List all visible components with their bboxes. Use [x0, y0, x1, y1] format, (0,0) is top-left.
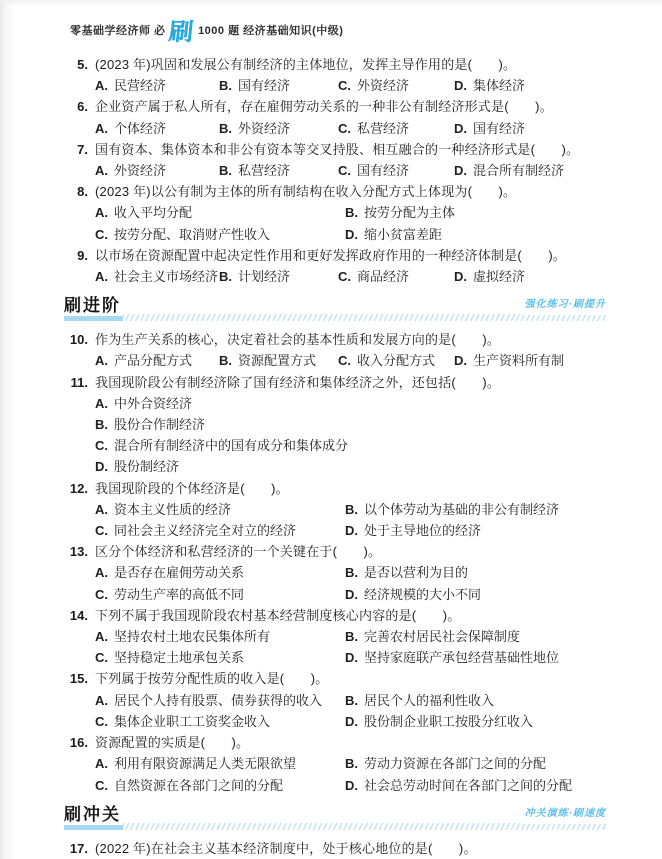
option-letter: A. [95, 629, 108, 645]
option-text: 居民个人的福利性收入 [364, 692, 495, 708]
option-letter: D. [454, 269, 467, 285]
options [95, 690, 606, 732]
option-text: 国有经济 [473, 120, 526, 136]
option-text: 股份制经济 [114, 459, 180, 475]
option [95, 224, 345, 245]
option-letter: D. [345, 713, 358, 729]
question [70, 372, 606, 478]
question-stem-text: 我国现阶段的个体经济是( )。 [95, 480, 289, 496]
option-letter: C. [95, 777, 108, 793]
option-letter: C. [95, 586, 108, 602]
option-text: 社会主义市场经济 [114, 269, 219, 285]
option-letter: A. [95, 565, 108, 581]
question-stem-text: (2023 年)巩固和发展公有制经济的主体地位，发挥主导作用的是( )。 [95, 57, 517, 72]
option-letter: B. [219, 353, 232, 369]
option-text: 私营经济 [238, 163, 291, 179]
content-area [0, 46, 662, 859]
options [95, 75, 606, 96]
section-header [64, 295, 606, 321]
option-text: 缩小贫富差距 [364, 226, 443, 242]
question-number: 5. [77, 57, 88, 72]
question-stem [77, 139, 606, 160]
question-number: 17. [69, 840, 88, 856]
options [95, 499, 606, 541]
option-letter: D. [345, 586, 358, 602]
options [95, 626, 606, 668]
option-text: 自然资源在各部门之间的分配 [114, 777, 284, 793]
option-letter: A. [95, 269, 108, 285]
question-stem-text: 以市场在资源配置中起决定性作用和更好发挥政府作用的一种经济体制是( )。 [95, 247, 567, 263]
option [95, 75, 219, 96]
running-head [0, 0, 662, 46]
option-text: 收入分配方式 [357, 353, 436, 369]
option-letter: B. [95, 417, 108, 433]
question [69, 838, 606, 859]
question-number: 9. [77, 247, 88, 263]
option-letter: A. [95, 120, 108, 136]
option [95, 499, 345, 520]
option-text: 利用有限资源满足人类无限欲望 [114, 756, 297, 772]
option-letter: A. [95, 205, 108, 221]
option-text: 处于主导地位的经济 [364, 523, 482, 539]
question-number: 14. [69, 607, 88, 623]
option [454, 266, 525, 287]
option [95, 626, 345, 647]
section-divider-hatch [123, 823, 606, 830]
option [345, 562, 606, 583]
question [69, 478, 606, 542]
question-number: 12. [69, 480, 88, 496]
option-letter: B. [345, 756, 358, 772]
option-letter: D. [95, 459, 108, 475]
option-text: 是否以营利为目的 [364, 565, 469, 581]
option-letter: A. [95, 395, 108, 411]
option-text: 坚持稳定土地承包关系 [114, 650, 245, 666]
question [69, 668, 606, 732]
question-number: 15. [69, 671, 88, 687]
option [219, 266, 338, 287]
question-stem-text: (2023 年)以公有制为主体的所有制结构在收入分配方式上体现为( )。 [95, 184, 517, 200]
question-stem [77, 54, 606, 75]
option-text: 以个体劳动为基础的非公有制经济 [364, 501, 560, 517]
option [345, 775, 606, 796]
option-text: 民营经济 [114, 78, 167, 94]
option [95, 711, 345, 732]
question-number: 8. [77, 184, 88, 200]
question [69, 541, 606, 605]
option-letter: B. [345, 565, 358, 581]
option [95, 435, 606, 456]
option-text: 经济规模的大小不同 [364, 586, 482, 602]
option-letter: C. [338, 120, 351, 136]
option [345, 647, 606, 668]
options [95, 562, 606, 604]
question-stem [69, 732, 606, 753]
question [77, 54, 606, 96]
option-text: 股份制企业职工按股分红收入 [364, 713, 534, 729]
option [95, 202, 345, 223]
option [95, 118, 219, 139]
option-text: 按劳分配为主体 [364, 205, 456, 221]
option [345, 690, 606, 711]
question-stem-text: (2022 年)在社会主义基本经济制度中，处于核心地位的是( )。 [95, 840, 477, 856]
option [95, 160, 219, 181]
options [95, 350, 606, 371]
book-title-prefix: 零基础学经济师 必 [70, 25, 166, 37]
option-text: 外资经济 [357, 78, 410, 94]
option-letter: B. [219, 163, 232, 179]
option-text: 劳动力资源在各部门之间的分配 [364, 756, 547, 772]
option-letter: B. [345, 501, 358, 517]
question-stem [70, 372, 606, 393]
option-letter: D. [345, 523, 358, 539]
option [95, 775, 345, 796]
option [454, 350, 564, 371]
option-letter: B. [345, 629, 358, 645]
option-letter: D. [345, 777, 358, 793]
question [77, 96, 606, 138]
question-stem [77, 245, 606, 266]
section-header [64, 804, 606, 830]
option-letter: C. [338, 269, 351, 285]
option-letter: B. [219, 120, 232, 136]
option [95, 690, 345, 711]
option [219, 75, 338, 96]
option-text: 居民个人持有股票、债券获得的收入 [114, 692, 323, 708]
option-text: 劳动生产率的高低不同 [114, 586, 245, 602]
option-letter: B. [345, 205, 358, 221]
option-letter: C. [95, 523, 108, 539]
question-number: 6. [77, 99, 88, 115]
question-stem-text: 资源配置的实质是( )。 [95, 735, 250, 751]
options [95, 393, 606, 478]
question [69, 329, 606, 371]
option [454, 118, 525, 139]
option-text: 同社会主义经济完全对立的经济 [114, 523, 297, 539]
option [454, 75, 525, 96]
option-text: 虚拟经济 [473, 269, 526, 285]
option-text: 个体经济 [114, 120, 167, 136]
option-letter: B. [219, 78, 232, 94]
question [69, 605, 606, 669]
option-text: 计划经济 [238, 269, 291, 285]
option-text: 社会总劳动时间在各部门之间的分配 [364, 777, 573, 793]
option [95, 562, 345, 583]
option-text: 国有经济 [357, 163, 410, 179]
option-letter: C. [95, 650, 108, 666]
option-text: 坚持家庭联产承包经营基础性地位 [364, 650, 560, 666]
question-stem [69, 605, 606, 626]
option [338, 350, 454, 371]
option [345, 711, 606, 732]
question-stem [69, 541, 606, 562]
option-text: 混合所有制经济 [473, 163, 565, 179]
option [219, 160, 338, 181]
option-letter: C. [95, 226, 108, 242]
option [95, 266, 219, 287]
options [95, 753, 606, 795]
option-text: 外资经济 [114, 163, 167, 179]
section-tagline: 强化练习·刷提升 [521, 294, 606, 315]
option-text: 私营经济 [357, 120, 410, 136]
option [454, 160, 564, 181]
option-text: 中外合资经济 [114, 395, 193, 411]
option-text: 收入平均分配 [114, 205, 193, 221]
option-text: 按劳分配、取消财产性收入 [114, 226, 271, 242]
section-title: 刷进阶 [64, 296, 123, 321]
option-letter: D. [345, 650, 358, 666]
question-stem [69, 478, 606, 499]
option [345, 202, 606, 223]
options [95, 118, 606, 139]
option-letter: B. [345, 692, 358, 708]
option [95, 456, 606, 477]
option [345, 224, 606, 245]
question-stem-text: 下列不属于我国现阶段农村基本经营制度核心内容的是( )。 [95, 607, 461, 623]
option-text: 集体企业职工工资奖金收入 [114, 713, 271, 729]
question-stem [69, 668, 606, 689]
option [95, 350, 219, 371]
option [345, 753, 606, 774]
option-text: 资源配置方式 [238, 353, 317, 369]
option [345, 626, 606, 647]
option [338, 118, 454, 139]
question-number: 13. [69, 544, 88, 560]
question-stem-text: 区分个体经济和私营经济的一个关键在于( )。 [95, 544, 382, 560]
option-letter: C. [338, 163, 351, 179]
option [95, 584, 345, 605]
option [338, 75, 454, 96]
option-text: 股份合作制经济 [114, 417, 206, 433]
option-text: 国有经济 [238, 78, 291, 94]
option-letter: D. [454, 120, 467, 136]
option-letter: A. [95, 756, 108, 772]
option [345, 584, 606, 605]
option [219, 118, 338, 139]
book-title-suffix: 1000 题 经济基础知识(中级) [198, 25, 344, 37]
option [338, 266, 454, 287]
option-letter: A. [95, 501, 108, 517]
options [95, 160, 606, 181]
brand-brush-logo: 刷 [166, 19, 195, 46]
question [69, 732, 606, 796]
option [219, 350, 338, 371]
question [77, 245, 606, 287]
section-divider-hatch [123, 314, 606, 321]
question-stem [69, 838, 606, 859]
question-number: 10. [69, 332, 88, 348]
question [77, 139, 606, 181]
option [95, 647, 345, 668]
question-number: 7. [77, 141, 88, 157]
option-text: 坚持农村土地农民集体所有 [114, 629, 271, 645]
option-letter: C. [338, 353, 351, 369]
option-text: 外资经济 [238, 120, 291, 136]
option [95, 414, 606, 435]
question-stem [69, 329, 606, 350]
option-letter: A. [95, 353, 108, 369]
option [338, 160, 454, 181]
option-text: 产品分配方式 [114, 353, 193, 369]
question-stem-text: 我国现阶段公有制经济除了国有经济和集体经济之外，还包括( )。 [95, 374, 501, 390]
section-tagline: 冲关演练·刷速度 [521, 803, 606, 824]
option-letter: B. [219, 269, 232, 285]
option [95, 393, 606, 414]
option-letter: D. [454, 353, 467, 369]
option [345, 499, 606, 520]
option-text: 集体经济 [473, 78, 526, 94]
option-text: 生产资料所有制 [473, 353, 565, 369]
option [95, 753, 345, 774]
question-stem-text: 国有资本、集体资本和非公有资本等交叉持股、相互融合的一种经济形式是( )。 [95, 141, 580, 157]
option-letter: C. [338, 78, 351, 94]
question-stem-text: 企业资产属于私人所有，存在雇佣劳动关系的一种非公有制经济形式是( )。 [95, 99, 553, 115]
option-letter: D. [454, 78, 467, 94]
option-letter: A. [95, 163, 108, 179]
option-letter: D. [345, 226, 358, 242]
option-letter: A. [95, 78, 108, 94]
option [345, 520, 606, 541]
options [95, 202, 606, 244]
option-letter: D. [454, 163, 467, 179]
option-text: 资本主义性质的经济 [114, 501, 232, 517]
question-number: 16. [69, 735, 88, 751]
question [77, 181, 606, 245]
option-text: 商品经济 [357, 269, 410, 285]
option-letter: C. [95, 713, 108, 729]
option [95, 520, 345, 541]
question-number: 11. [70, 374, 88, 390]
option-letter: C. [95, 438, 108, 454]
option-text: 是否存在雇佣劳动关系 [114, 565, 245, 581]
option-text: 完善农村居民社会保障制度 [364, 629, 521, 645]
question-stem [77, 181, 606, 202]
question-stem-text: 作为生产关系的核心，决定着社会的基本性质和发展方向的是( )。 [95, 332, 501, 348]
section-title: 刷冲关 [64, 805, 123, 830]
option-text: 混合所有制经济中的国有成分和集体成分 [114, 438, 349, 454]
question-stem [77, 96, 606, 117]
question-stem-text: 下列属于按劳分配性质的收入是( )。 [95, 671, 329, 687]
options [95, 266, 606, 287]
option-letter: A. [95, 692, 108, 708]
